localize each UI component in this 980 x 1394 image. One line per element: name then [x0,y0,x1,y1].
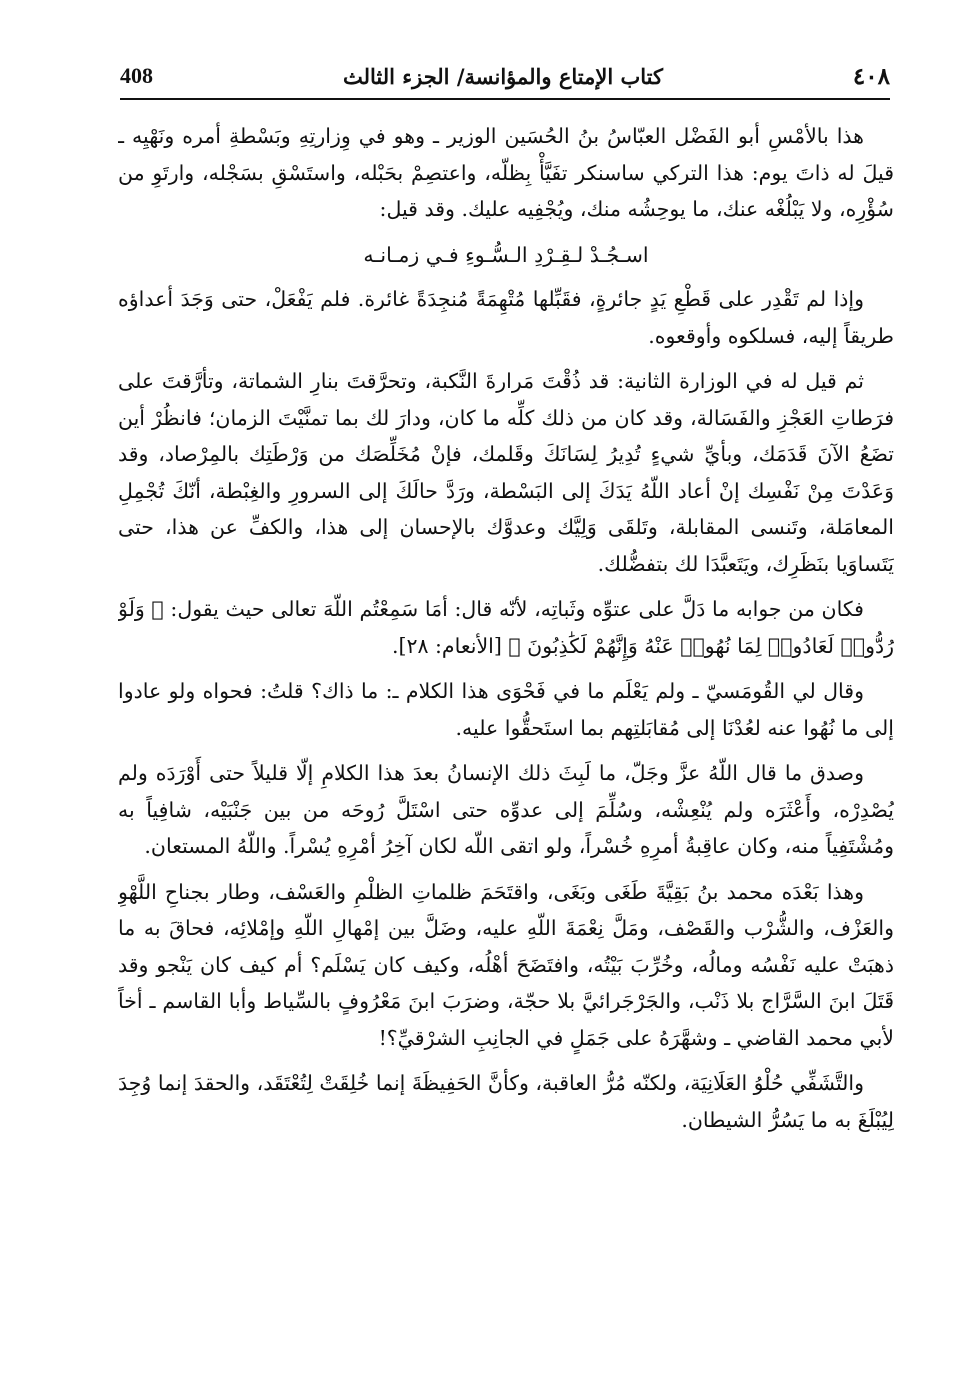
paragraph: وصدق ما قال اللّهُ عزَّ وجَلّ، ما لَبِثَ ذلك الإنسانُ بعدَ هذا الكلامِ إلّا قليلاً حتى أَوْرَدَه ولم يُصْدِرْه، وأَعْثَرَه ولم يُنْعِشْه، وسُلِّمَ إلى عدوِّه حتى اسْتَلَّ رُوحَه من بين جَنْبَيْه، شافِياً به ومُشْتَفِياً منه، وكان عاقِبةُ أمرِهِ خُسْراً، ولو اتقى اللّه لكان آخِرُ أمْرِهِ يُسْراً. واللّهُ المستعان. [118,761,894,858]
paragraph-text: فكان من جوابه ما دَلَّ على عتوِّه وثَباتِه، لأنّه قال: أمَا سَمِعْتُم اللّهَ تعالى حيث يقول: [170,597,864,621]
paragraph: وإذا لم تَقْدِر على قَطْعِ يَدٍ جائرةٍ، فقَبِّلها مُتْهِمَةً مُنجِدَةً غائرة. فلم يَفْعَلْ، حتى وَجَدَ أعداؤه طريقاً إليه، فسلكوه وأوقعوه. [118,287,894,348]
paragraph-with-quran-quote [118,591,894,664]
paragraph: والتَّشَفِّي حُلْوُ العَلَانِيَة، ولكنّه مُرُّ العاقبة، وكأنَّ الحَفِيظَةَ إنما خُلِقَتْ لِتُعْتَقَد، والحقدَ إنما وُجِدَ لِيُبْلَغَ به ما يَسُرُّ الشيطان. [118,1071,894,1132]
paragraph: هذا بالأمْسِ أبو الفَضْل العبّاسُ بنُ الحُسَين الوزير ـ وهو في وِزارتِهِ وبَسْطةِ أمره ونَهْيِه ـ قيلَ له ذاتَ يوم: هذا التركي ساسنكر تفَيَّأْ بِظلّه، واعتصِمْ بحَبْله، واستَسْقِ بسَجْله، وارتَوِ من سُؤْرِه، ولا يَبْلُغْه عنك، ما يوحِشُه منك، ويُجْفِيه عليك. وقد قيل: [118,124,894,221]
page-number-latin: 408 [120,63,153,88]
quran-quote: ﴿ وَلَوْ رُدُّوا۟ لَعَادُوا۟ لِمَا نُهُوا۟ عَنْهُ وَإِنَّهُمْ لَكَٰذِبُونَ ﴾ [118,597,894,658]
paragraph: ثم قيل له في الوزارة الثانية: قد ذُقْتَ مَرارةَ النَّكبة، وتحرَّقتَ بنارِ الشماتة، وتأرَّقتَ على فرَطاتِ العَجْزِ والفَسَالة، وقد كان من ذلك كلِّه ما كان، ودارَ لك بما تمنَّيْتَ الزمان؛ فانظُرْ أين تضَعُ الآنَ قَدَمَك، وبأيِّ شيءٍ تُدِيرُ لِسَانَكَ وقَلمك، فإنْ مُخَلِّصَك من وَرْطَتِك بالمِرْصاد، وقد وَعَدْتَ مِنْ نَفْسِك إنْ أعاد اللّهُ يَدَكَ إلى البَسْطة، ورَدَّ حالَكَ إلى السرورِ والغِبْطة، أنّكَ تُجْمِلِ المعامَلة، وتَنسى المقابلة، وتَلقَى وَلِيَّك وعدوَّك بالإحسان إلى هذا، والكفِّ عن هذا، حتى يَتَساوَيا بنَظَرِك، ويَتَعبَّدَا لك بتفضُّلك. [118,369,894,576]
page-body [118,118,894,1336]
paragraph: وقال لي القُومَسيّ ـ ولم يَعْلَم ما في فَحْوَى هذا الكلام ـ: ما ذاك؟ قلتُ: فحواه ولو عادوا إلى ما نُهُوا عنه لعُدْنَا إلى مُقابَلتِهم بما استَحقُّوا عليه. [118,679,894,740]
quran-reference: [الأنعام: ٢٨]. [391,633,502,658]
page-header [120,58,890,100]
running-title: كتاب الإمتاع والمؤانسة/ الجزء الثالث [342,63,663,89]
page-number-arabic: ٤٠٨ [852,62,890,90]
verse-line: اسـجُـدْ لـقِـرْدِ الـسُّـوءِ فـي زمـانـه [363,242,649,267]
paragraph: وهذا بَعْدَه محمد بنُ بَقِيَّةَ طَغَى وبَغَى، واقتَحَمَ ظلماتِ الظلْمِ والعَسْف، وطار بجناحِ اللَّهْوِ والعَزْف، والشُّرْب والقَصْف، ومَلَّ نِعْمَةَ اللّهِ عليه، وضَلَّ بين إمْهالِ اللّهِ وإمْلائِه، فحاقَ به ما ذهبَتْ عليه نَفْسُه ومالُه، وخُرِّبَ بَيْتُه، وافتَضَحَ أهْلُه، وكيف كان يَسْلَم؟ أم كيف كان يَنْجو وقد قَتَلَ ابنَ السَّرَّاج بلا ذَنْب، والجَرْجَرائيَّ بلا حجّة، وضرَبَ ابنَ مَعْرُوفٍ بالسِّياط وأبا القاسم ـ أخاً لأبي محمد القاضي ـ وشهَّرَهُ على جَمَلٍ في الجانِبِ الشرْقيِّ؟! [118,879,894,1050]
